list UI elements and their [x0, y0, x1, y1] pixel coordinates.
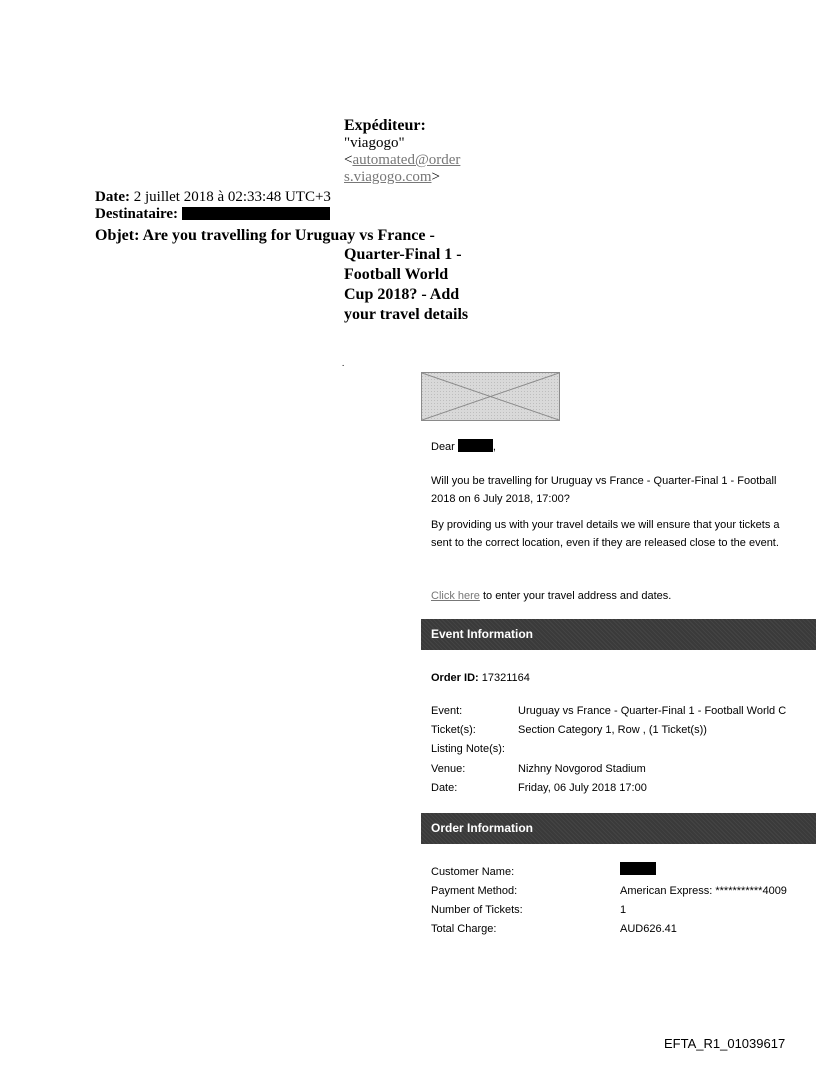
greeting-word: Dear [431, 441, 455, 453]
image-placeholder-icon [422, 373, 559, 420]
listing-notes-label: Listing Note(s): [431, 743, 505, 755]
subject-line [95, 226, 435, 245]
venue-row-label: Venue: [431, 763, 466, 775]
date-line [95, 189, 331, 206]
sender-email[interactable] [344, 152, 484, 169]
total-charge-label: Total Charge: [431, 923, 497, 935]
order-details-table [431, 866, 816, 941]
para1-line2: 2018 on 6 July 2018, 17:00? [431, 493, 570, 505]
subject-line-3: Football World [344, 266, 449, 283]
subject-label: Objet: [95, 227, 140, 244]
click-here-rest: to enter your travel address and dates. [479, 590, 672, 602]
click-here-link[interactable]: Click here [431, 590, 480, 602]
sender-email-line2[interactable] [344, 169, 484, 186]
number-of-tickets-label: Number of Tickets: [431, 904, 523, 916]
customer-name-label: Customer Name: [431, 866, 515, 878]
date-row-label: Date: [431, 782, 458, 794]
sender-block [344, 117, 484, 186]
recipient-label: Destinataire: [95, 206, 179, 222]
event-details-table [431, 705, 816, 795]
recipient-line [95, 206, 330, 223]
order-id-label: Order ID: [431, 672, 479, 684]
email-header [0, 0, 816, 330]
greeting [431, 438, 496, 456]
subject-line-5: your travel details [344, 306, 469, 323]
payment-method-value: American Express: ***********4009 [620, 885, 787, 897]
travel-question-paragraph [431, 472, 776, 508]
date-value: 2 juillet 2018 à 02:33:48 UTC+3 [133, 189, 331, 205]
date-label: Date: [95, 189, 130, 205]
date-row-value: Friday, 06 July 2018 17:00 [518, 782, 647, 794]
event-information-header: Event Information [421, 619, 816, 650]
para2-line2: sent to the correct location, even if they are released close to the event. [431, 537, 779, 549]
sender-email-open-bracket: < [344, 152, 353, 168]
number-of-tickets-value: 1 [620, 904, 627, 916]
tickets-row-label: Ticket(s): [431, 724, 476, 736]
name-redaction [458, 439, 493, 452]
broken-image-placeholder [421, 372, 560, 421]
order-information-header: Order Information [421, 813, 816, 844]
order-id-line [431, 672, 530, 685]
sender-email-link-part1[interactable]: automated@order [352, 152, 461, 168]
subject-line-4: Cup 2018? - Add [344, 286, 460, 303]
click-here-line [431, 587, 671, 605]
sender-email-link-part2[interactable]: s.viagogo.com [344, 169, 432, 185]
travel-details-paragraph [431, 516, 780, 552]
subject-continuation [344, 245, 468, 325]
tickets-row-value: Section Category 1, Row , (1 Ticket(s)) [518, 724, 707, 736]
recipient-redaction [182, 207, 330, 220]
event-row-value: Uruguay vs France - Quarter-Final 1 - Football World C [518, 705, 787, 717]
greeting-comma: , [492, 441, 496, 453]
venue-row-value: Nizhny Novgorod Stadium [518, 763, 646, 775]
para2-line1: By providing us with your travel details we will ensure that your tickets a [431, 519, 780, 531]
sender-label: Expéditeur: [344, 117, 426, 134]
subject-line-2: Quarter-Final 1 - [344, 246, 462, 263]
payment-method-label: Payment Method: [431, 885, 518, 897]
customer-name-redaction [620, 862, 656, 875]
sender-name: "viagogo" [344, 135, 405, 151]
subject-line-1: Are you travelling for Uruguay vs France - [142, 227, 435, 244]
total-charge-value: AUD626.41 [620, 923, 677, 935]
document-id: EFTA_R1_01039617 [664, 1036, 786, 1051]
order-id-value: 17321164 [481, 672, 530, 684]
para1-line1: Will you be travelling for Uruguay vs France - Quarter-Final 1 - Football [431, 475, 777, 487]
event-row-label: Event: [431, 705, 463, 717]
separator-dot: . [342, 358, 345, 368]
sender-email-close-bracket: > [431, 169, 440, 185]
